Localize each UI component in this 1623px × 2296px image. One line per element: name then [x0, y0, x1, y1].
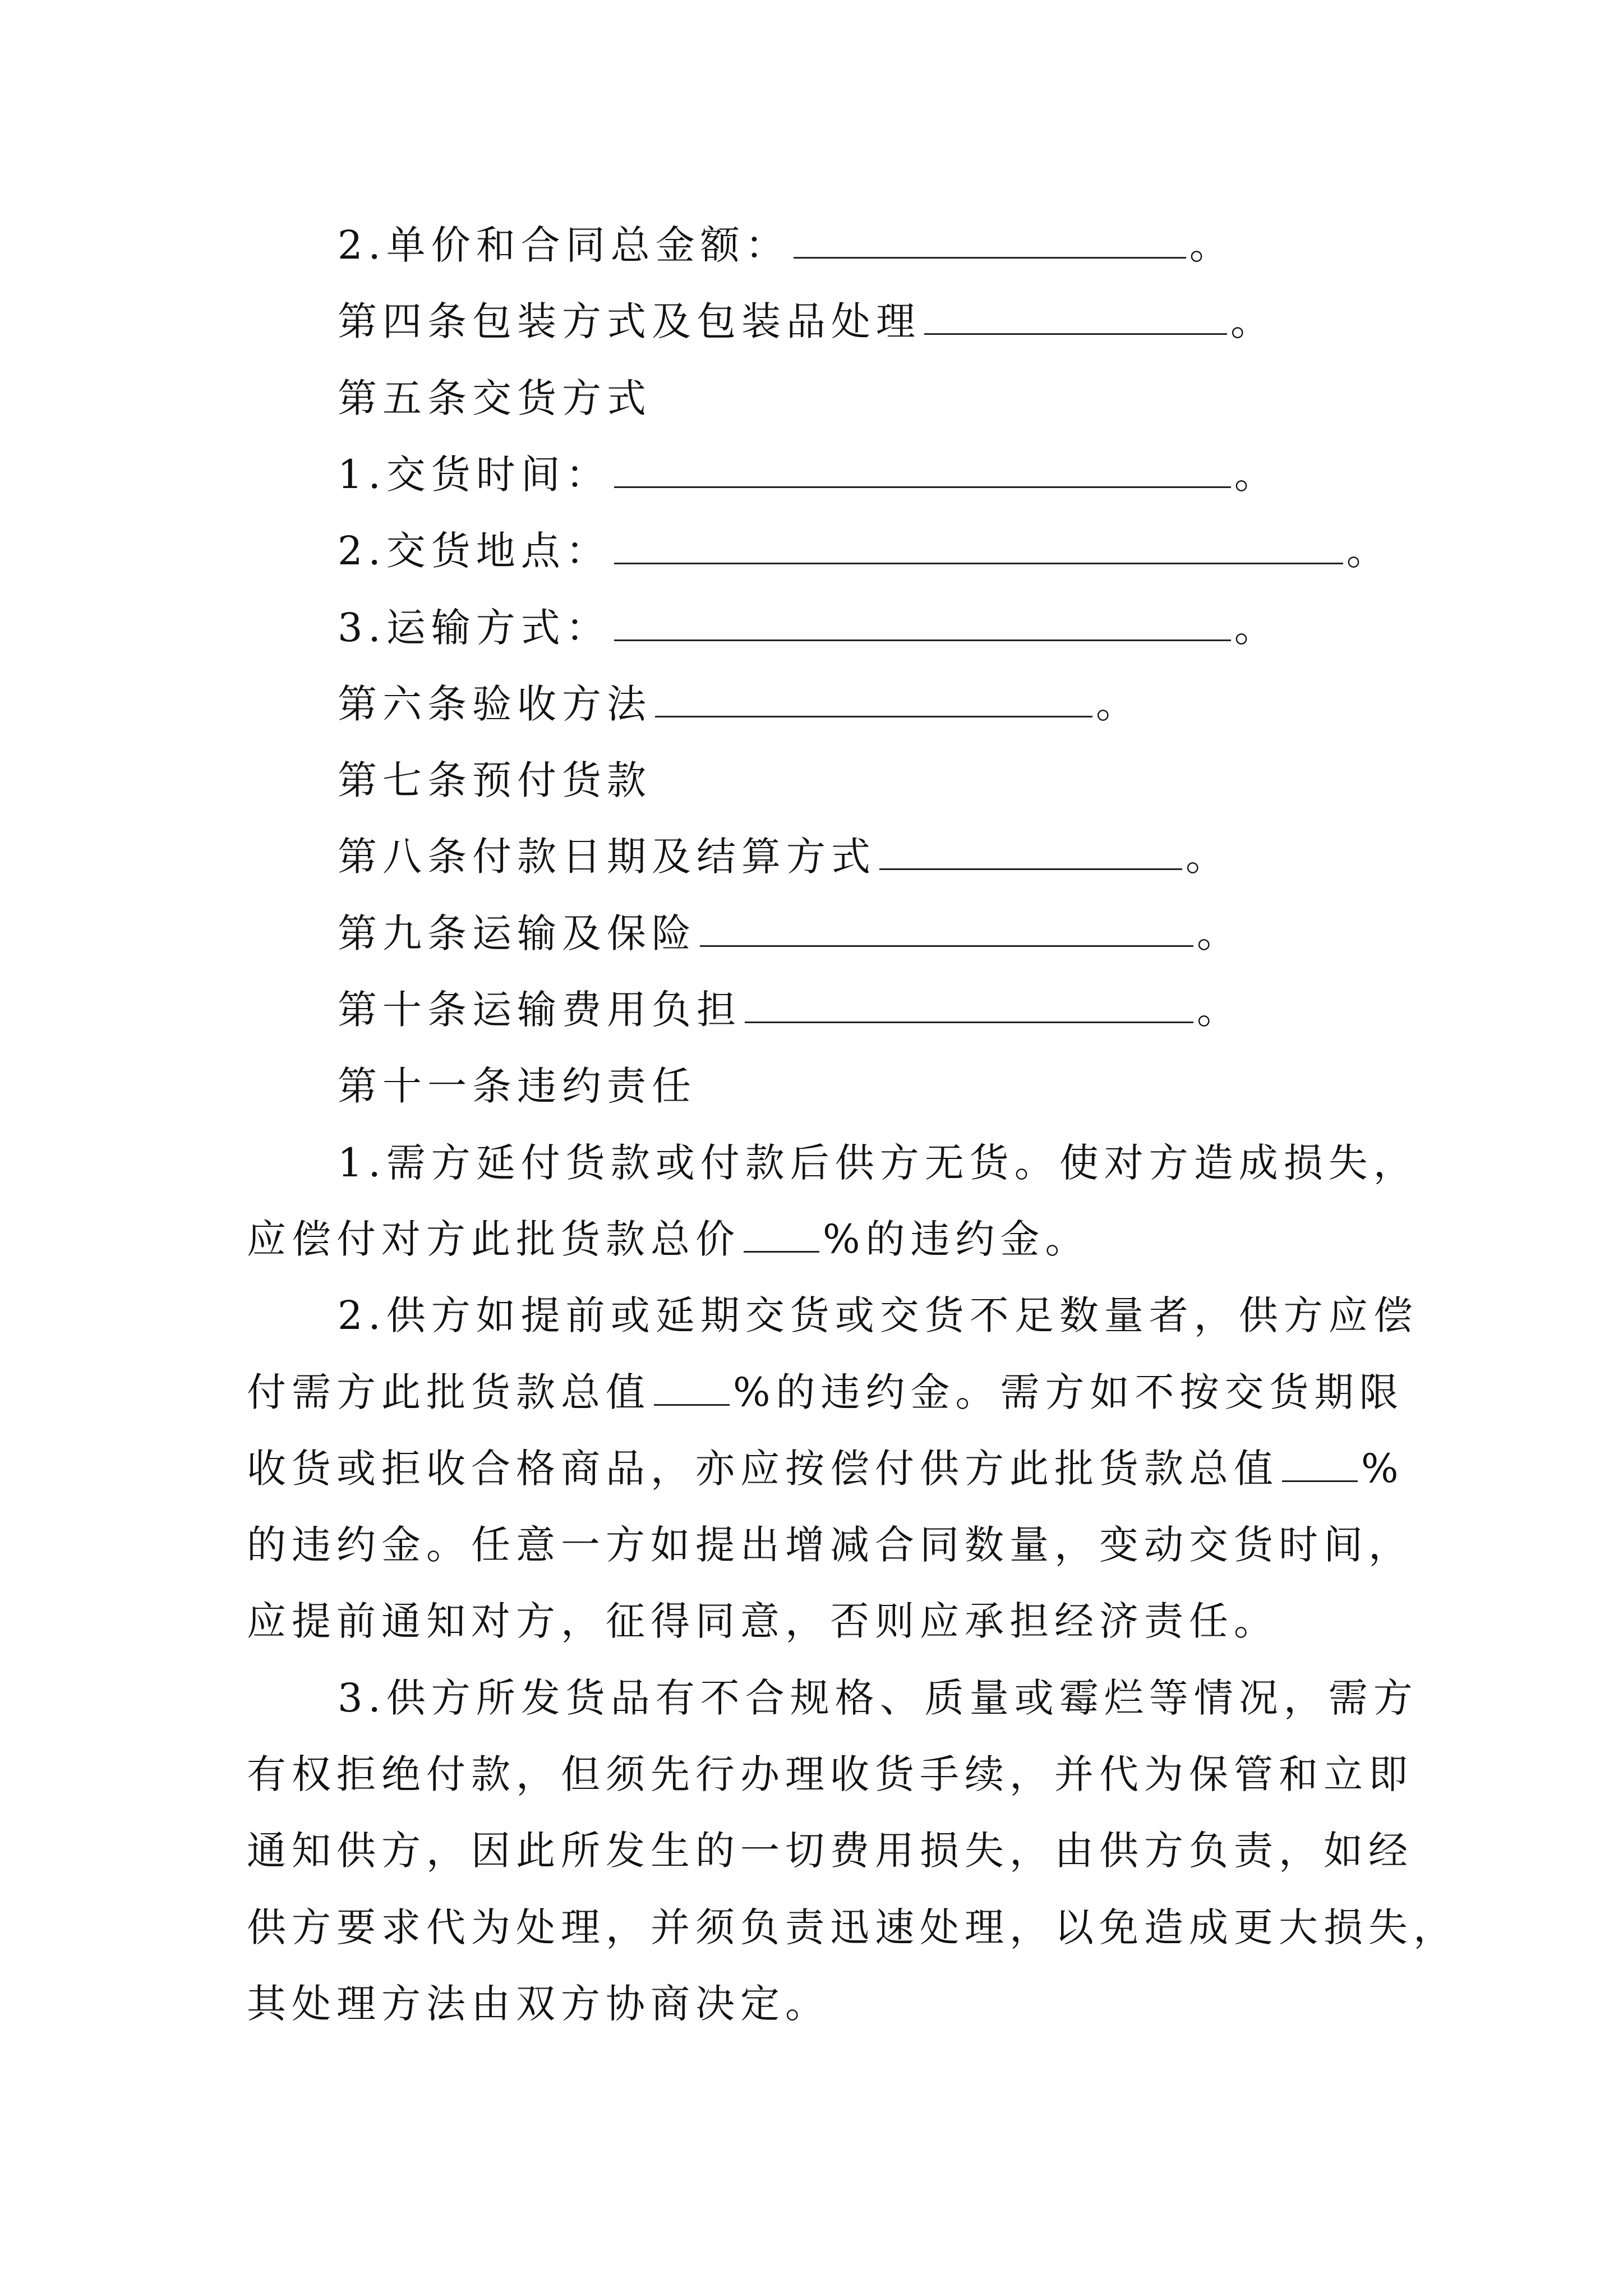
text-line — [338, 373, 652, 424]
line-text: 供方要求代为处理，并须负责迅速处理，以免造成更大损失， — [247, 1904, 1458, 1950]
fill-in-blank — [654, 1369, 730, 1406]
text-line — [338, 602, 1279, 653]
line-text: 。 — [1096, 681, 1141, 727]
text-line — [338, 1061, 697, 1111]
text-line — [247, 1443, 1404, 1494]
text-line — [338, 449, 1279, 500]
fill-in-blank — [924, 298, 1227, 335]
text-line — [247, 1749, 1413, 1800]
line-text: 2.供方如提前或延期交货或交货不足数量者，供方应偿 — [338, 1292, 1418, 1338]
text-line — [247, 1596, 1279, 1646]
line-text: 的违约金。任意一方如提出增减合同数量，变动交货时间， — [247, 1522, 1413, 1568]
line-text: 2.交货地点： — [338, 528, 611, 574]
line-text: 收货或拒收合格商品，亦应按偿付供方此批货款总值 — [247, 1446, 1279, 1492]
text-line — [338, 1138, 1418, 1188]
fill-in-blank — [614, 605, 1231, 641]
fill-in-blank — [700, 910, 1193, 947]
text-line — [338, 296, 1275, 347]
text-line — [338, 1290, 1418, 1341]
line-text: 应偿付对方此批货款总价 — [247, 1216, 740, 1262]
fill-in-blank — [744, 1216, 819, 1253]
text-line — [338, 908, 1242, 959]
line-text: 第六条验收方法 — [338, 681, 652, 727]
line-text: 。 — [1197, 987, 1242, 1033]
line-text: 其处理方法由双方协商决定。 — [247, 1981, 830, 2027]
line-text: 。 — [1234, 605, 1279, 651]
line-text: 有权拒绝付款，但须先行办理收货手续，并代为保管和立即 — [247, 1751, 1413, 1797]
text-line — [338, 526, 1391, 576]
text-line — [338, 1673, 1418, 1723]
fill-in-blank — [614, 452, 1231, 488]
line-text: 付需方此批货款总值 — [247, 1369, 651, 1415]
line-text: 。 — [1197, 910, 1242, 956]
fill-in-blank — [1282, 1446, 1358, 1482]
text-line — [247, 1978, 830, 2029]
text-line — [338, 679, 1141, 729]
line-text: 第四条包装方式及包装品处理 — [338, 298, 921, 344]
line-text: 第十条运输费用负担 — [338, 987, 741, 1033]
line-text: 。 — [1189, 222, 1234, 268]
text-line — [338, 755, 652, 806]
line-text: 。 — [1230, 298, 1275, 344]
text-line — [338, 984, 1242, 1035]
line-text: 第七条预付货款 — [338, 757, 652, 803]
line-text: 3.运输方式： — [338, 605, 611, 651]
line-text: %的违约金。需方如不按交货期限 — [733, 1369, 1404, 1415]
line-text: %的违约金。 — [823, 1216, 1090, 1262]
line-text: 2.单价和合同总金额： — [338, 222, 790, 268]
line-text: 第九条运输及保险 — [338, 910, 697, 956]
line-text: % — [1361, 1446, 1404, 1492]
line-text: 第八条付款日期及结算方式 — [338, 834, 876, 880]
line-text: 。 — [1186, 834, 1230, 880]
text-line — [247, 1367, 1404, 1418]
text-line — [338, 831, 1230, 882]
line-text: 应提前通知对方，征得同意，否则应承担经济责任。 — [247, 1598, 1279, 1644]
text-line — [247, 1902, 1458, 1953]
fill-in-blank — [655, 681, 1092, 717]
fill-in-blank — [879, 834, 1182, 870]
line-text: 。 — [1346, 528, 1391, 574]
line-text: 3.供方所发货品有不合规格、质量或霉烂等情况，需方 — [338, 1675, 1418, 1721]
text-line — [247, 1214, 1090, 1264]
text-line — [338, 220, 1234, 270]
line-text: 第五条交货方式 — [338, 375, 652, 421]
fill-in-blank — [745, 987, 1193, 1023]
fill-in-blank — [794, 222, 1186, 259]
line-text: 1.需方延付货款或付款后供方无货。使对方造成损失， — [338, 1140, 1418, 1186]
line-text: 1.交货时间： — [338, 452, 611, 498]
line-text: 通知供方，因此所发生的一切费用损失，由供方负责，如经 — [247, 1828, 1413, 1874]
text-line — [247, 1520, 1413, 1570]
fill-in-blank — [614, 528, 1343, 564]
line-text: 第十一条违约责任 — [338, 1063, 697, 1109]
text-line — [247, 1825, 1413, 1876]
line-text: 。 — [1234, 452, 1279, 498]
